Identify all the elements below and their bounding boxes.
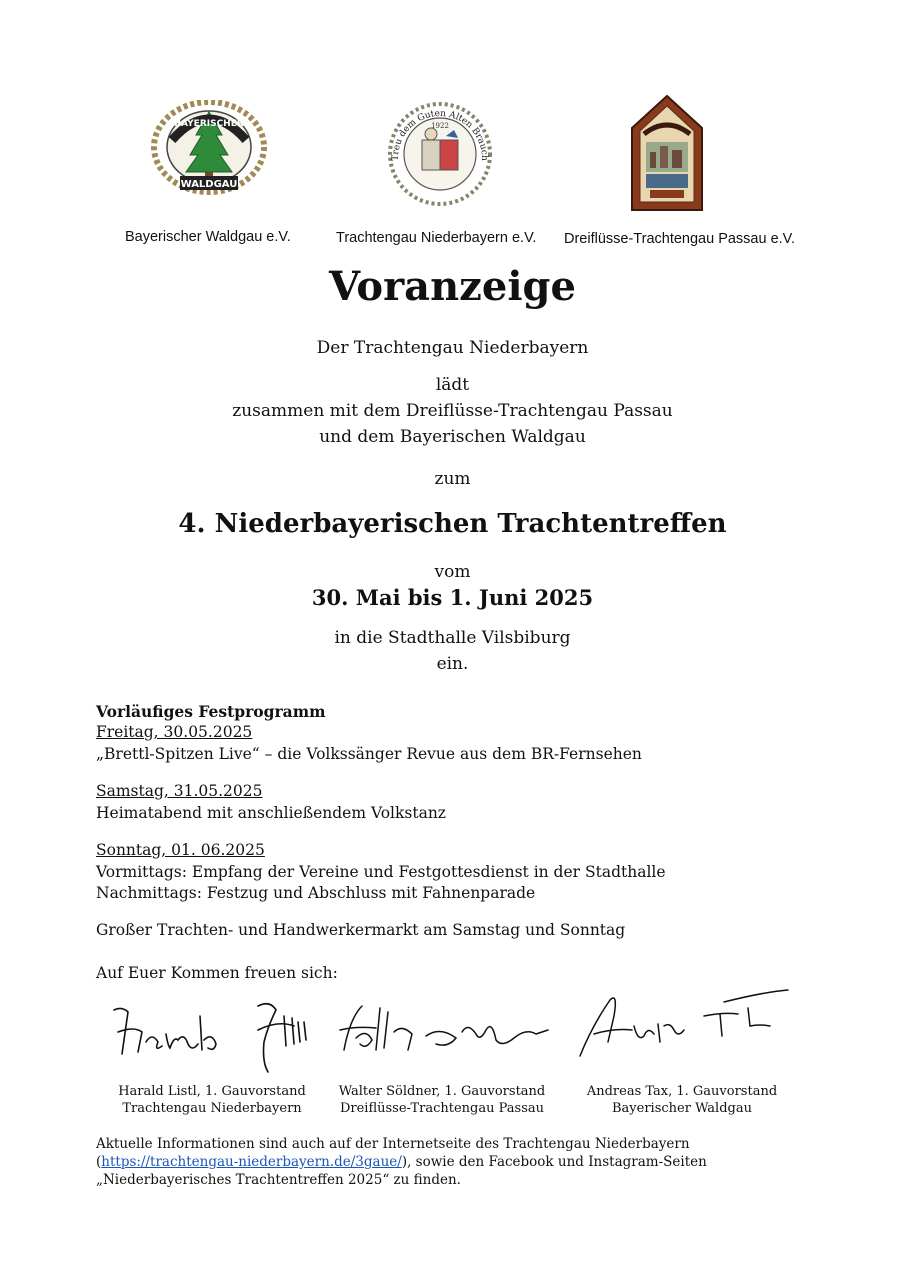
program-day-line: Vormittags: Empfang der Vereine und Festgottesdienst in der Stadthalle bbox=[96, 863, 666, 881]
logo-label-waldgau: Bayerischer Waldgau e.V. bbox=[125, 229, 291, 245]
signature-walter-soeldner bbox=[336, 998, 550, 1060]
intro-line-1: Der Trachtengau Niederbayern bbox=[316, 338, 589, 358]
footer-line-1: Aktuelle Informationen sind auch auf der Internetseite des Trachtengau Niederbayern bbox=[96, 1136, 690, 1152]
venue-text: in die Stadthalle Vilsbiburg bbox=[334, 628, 571, 648]
footer-line-3: „Niederbayerisches Trachtentreffen 2025“ zu finden. bbox=[96, 1172, 461, 1188]
program-day-date: Freitag, 30.05.2025 bbox=[96, 723, 253, 741]
signatory-org: Trachtengau Niederbayern bbox=[122, 1101, 302, 1116]
logo1-arc-text: BAYERISCHER bbox=[174, 119, 244, 129]
signatory-name: Harald Listl, 1. Gauvorstand bbox=[118, 1084, 306, 1099]
svg-text:1922: 1922 bbox=[431, 122, 449, 130]
logo-bayerischer-waldgau bbox=[150, 100, 268, 195]
logo2-arc-text: Treu dem Guten Alten Brauch bbox=[390, 108, 490, 161]
event-dates: 30. Mai bis 1. Juni 2025 bbox=[311, 585, 594, 610]
logo1-banner-text: WALDGAU bbox=[180, 179, 238, 190]
signatory-org: Bayerischer Waldgau bbox=[612, 1101, 752, 1116]
logo-label-passau: Dreiflüsse-Trachtengau Passau e.V. bbox=[564, 231, 796, 247]
program-day-date: Sonntag, 01. 06.2025 bbox=[96, 841, 265, 859]
footer-line-2 bbox=[96, 1154, 707, 1171]
footer-paren: ( bbox=[96, 1154, 102, 1170]
signatory-name: Walter Söldner, 1. Gauvorstand bbox=[338, 1084, 546, 1099]
program-heading: Vorläufiges Festprogramm bbox=[96, 702, 326, 721]
signatory-org: Dreiflüsse-Trachtengau Passau bbox=[339, 1101, 545, 1116]
program-day-line: „Brettl-Spitzen Live“ – die Volkssänger Revue aus dem BR-Fernsehen bbox=[96, 745, 642, 763]
intro-line-4: und dem Bayerischen Waldgau bbox=[319, 427, 586, 447]
logo-trachtengau-niederbayern bbox=[384, 96, 496, 208]
ein-text: ein. bbox=[436, 654, 469, 674]
logo-dreifluesse-trachtengau bbox=[630, 94, 704, 212]
signature-harald-listl bbox=[108, 996, 318, 1076]
website-link[interactable]: https://trachtengau-niederbayern.de/3gaue/ bbox=[101, 1154, 402, 1170]
footer-line-2-rest: ), sowie den Facebook und Instagram-Seiten bbox=[401, 1154, 707, 1170]
intro-line-5: zum bbox=[434, 469, 471, 489]
signature-andreas-tax bbox=[574, 986, 790, 1062]
logo-label-niederbayern: Trachtengau Niederbayern e.V. bbox=[336, 230, 537, 246]
event-name: 4. Niederbayerischen Trachtentreffen bbox=[178, 509, 727, 539]
closing-text: Auf Euer Kommen freuen sich: bbox=[96, 964, 338, 982]
program-day-line: Heimatabend mit anschließendem Volkstanz bbox=[96, 804, 446, 822]
signatory-name: Andreas Tax, 1. Gauvorstand bbox=[586, 1084, 778, 1099]
market-text: Großer Trachten- und Handwerkermarkt am Samstag und Sonntag bbox=[96, 921, 626, 939]
program-day-date: Samstag, 31.05.2025 bbox=[96, 782, 263, 800]
page-title: Voranzeige bbox=[329, 263, 576, 310]
intro-line-2: lädt bbox=[435, 375, 470, 395]
vom-text: vom bbox=[434, 562, 471, 582]
program-day-line: Nachmittags: Festzug und Abschluss mit Fahnenparade bbox=[96, 884, 536, 902]
intro-line-3: zusammen mit dem Dreiflüsse-Trachtengau Passau bbox=[232, 401, 673, 421]
